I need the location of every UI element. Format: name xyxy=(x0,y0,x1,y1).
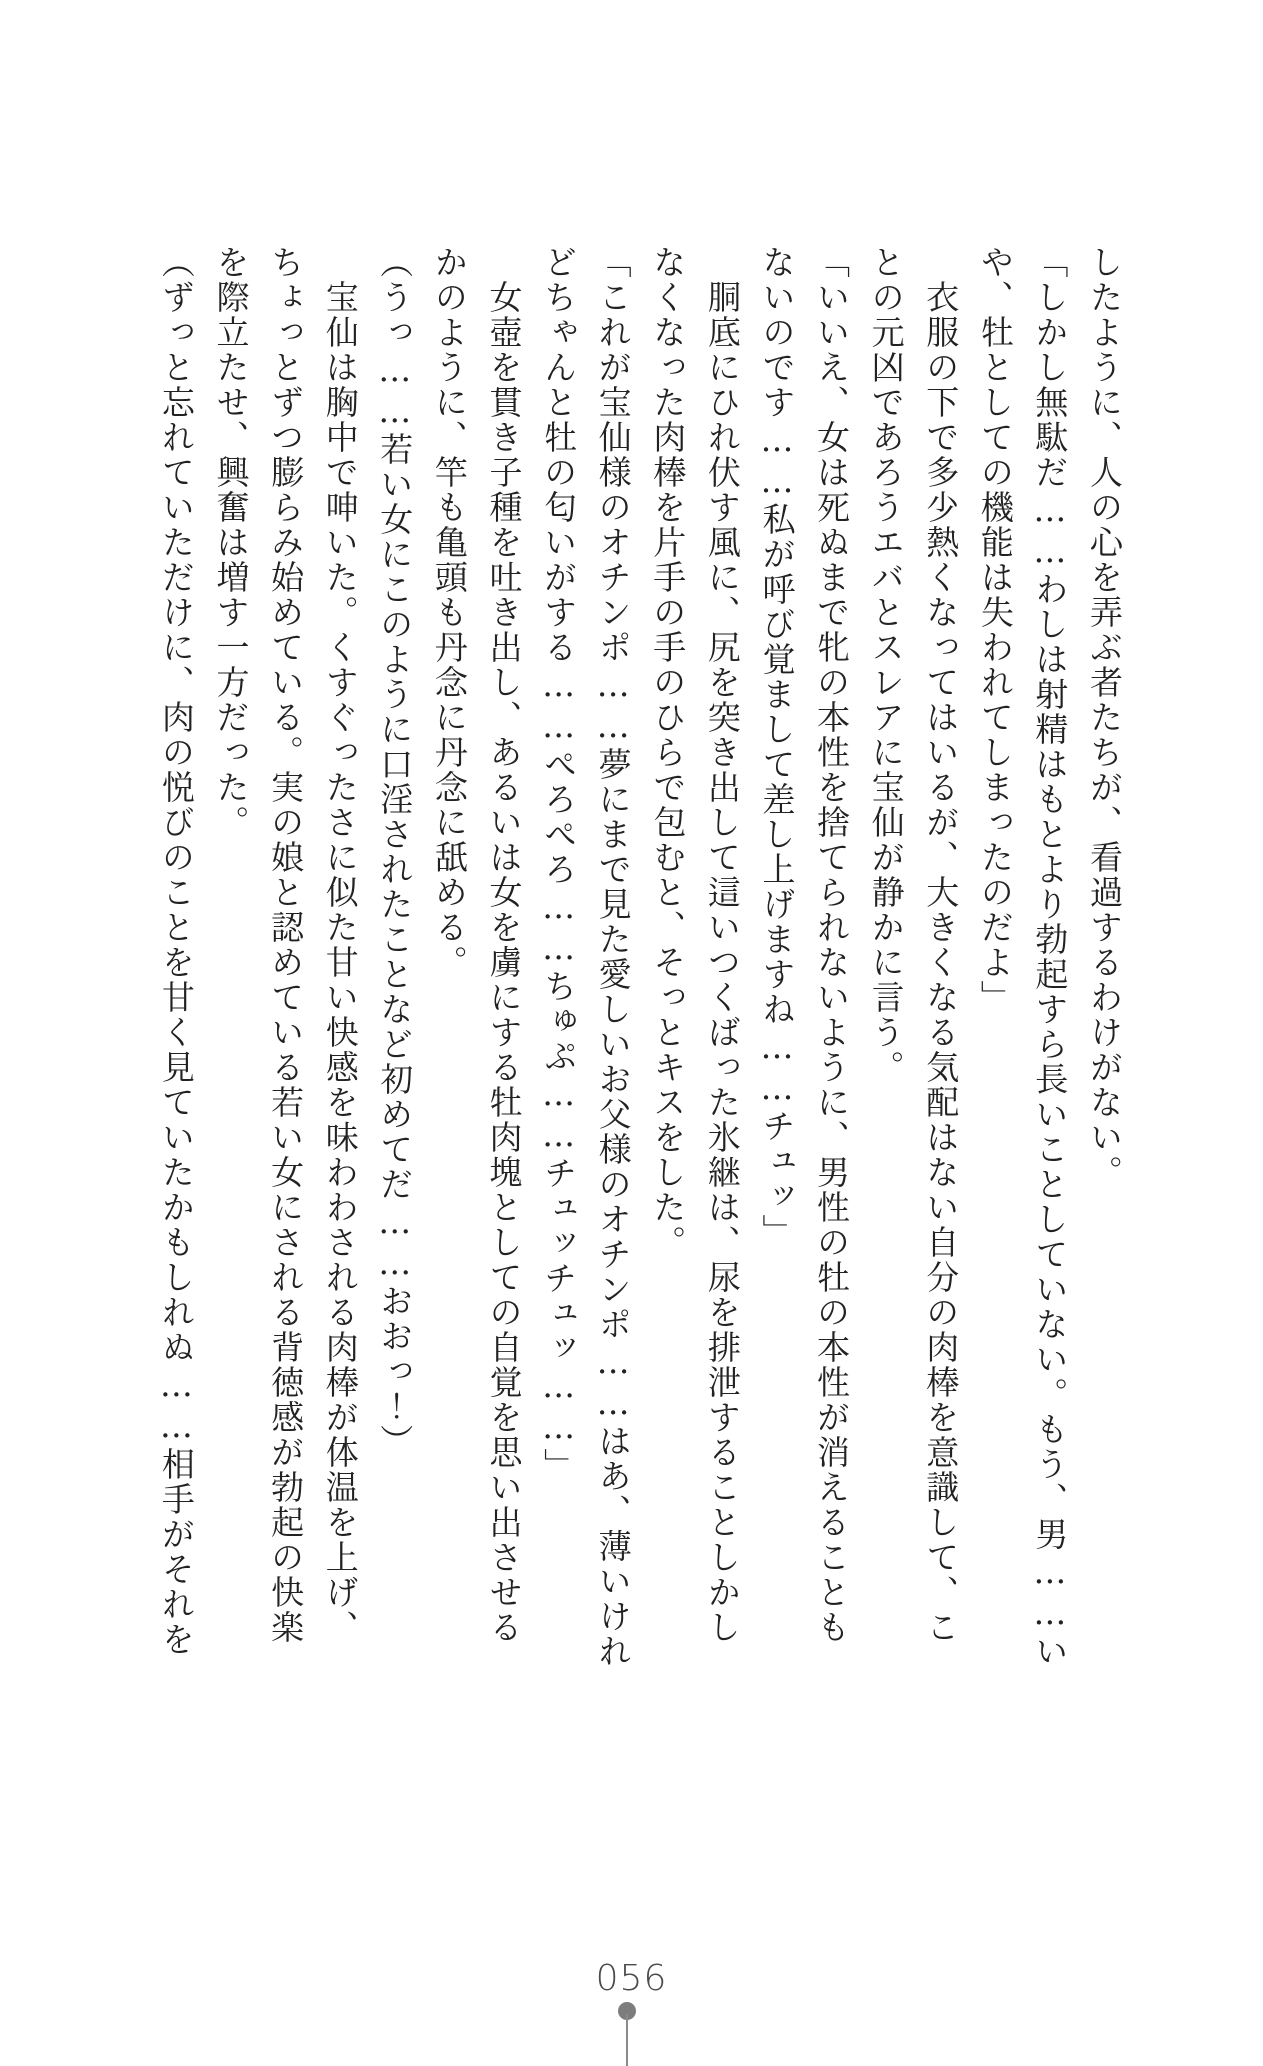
text-column: したように、人の心を弄ぶ者たちが、看過するわけがない。 xyxy=(1085,245,1124,1190)
text-column: や、牡としての機能は失われてしまったのだよ」 xyxy=(975,245,1015,1015)
text-column: （ずっと忘れていただけに、肉の悦びのことを甘く見ていたかもしれぬ……相手がそれを xyxy=(156,245,196,1657)
text-column: なくなった肉棒を片手の手のひらで包むと、そっとキスをした。 xyxy=(648,245,688,1260)
text-column: 「これが宝仙様のオチンポ……夢にまで見た愛しいお父様のオチンポ……はあ、薄いけれ xyxy=(593,245,633,1669)
text-column: 「しかし無駄だ……わしは射精はもとより勃起すら長いことしていない。もう、男……い xyxy=(1030,245,1070,1669)
text-column: 女壺を貫き子種を吐き出し、あるいは女を虜にする牡肉塊としての自覚を思い出させる xyxy=(484,280,524,1645)
text-column: かのように、竿も亀頭も丹念に丹念に舐める。 xyxy=(429,245,469,980)
text-column: ないのです……私が呼び覚まして差し上げますね……チュッ」 xyxy=(757,245,797,1249)
text-column: 胴底にひれ伏す風に、尻を突き出して這いつくばった氷継は、尿を排泄することしかし xyxy=(702,280,742,1645)
text-column: （うっ……若い女にこのように口淫されたことなど初めてだ……おおっ！） xyxy=(375,245,415,1459)
text-column: ちょっとずつ膨らみ始めている。実の娘と認めている若い女にされる背徳感が勃起の快楽 xyxy=(266,245,306,1645)
text-column: との元凶であろうエバとスレアに宝仙が静かに言う。 xyxy=(866,245,906,1085)
page-text xyxy=(147,245,1131,1669)
footer-rule xyxy=(626,2014,628,2066)
text-column: 衣服の下で多少熱くなってはいるが、大きくなる気配はない自分の肉棒を意識して、こ xyxy=(921,280,961,1645)
text-column: 宝仙は胸中で呻いた。くすぐったさに似た甘い快感を味わわされる肉棒が体温を上げ、 xyxy=(320,280,360,1645)
text-column: 「いいえ、女は死ぬまで牝の本性を捨てられないように、男性の牡の本性が消えることも xyxy=(812,245,852,1645)
text-column: を際立たせ、興奮は増す一方だった。 xyxy=(211,245,251,840)
text-column: どちゃんと牡の匂いがする……ぺろぺろ……ちゅぷ……チュッチュッ……」 xyxy=(539,245,579,1483)
page-number: 056 xyxy=(595,1958,668,1999)
